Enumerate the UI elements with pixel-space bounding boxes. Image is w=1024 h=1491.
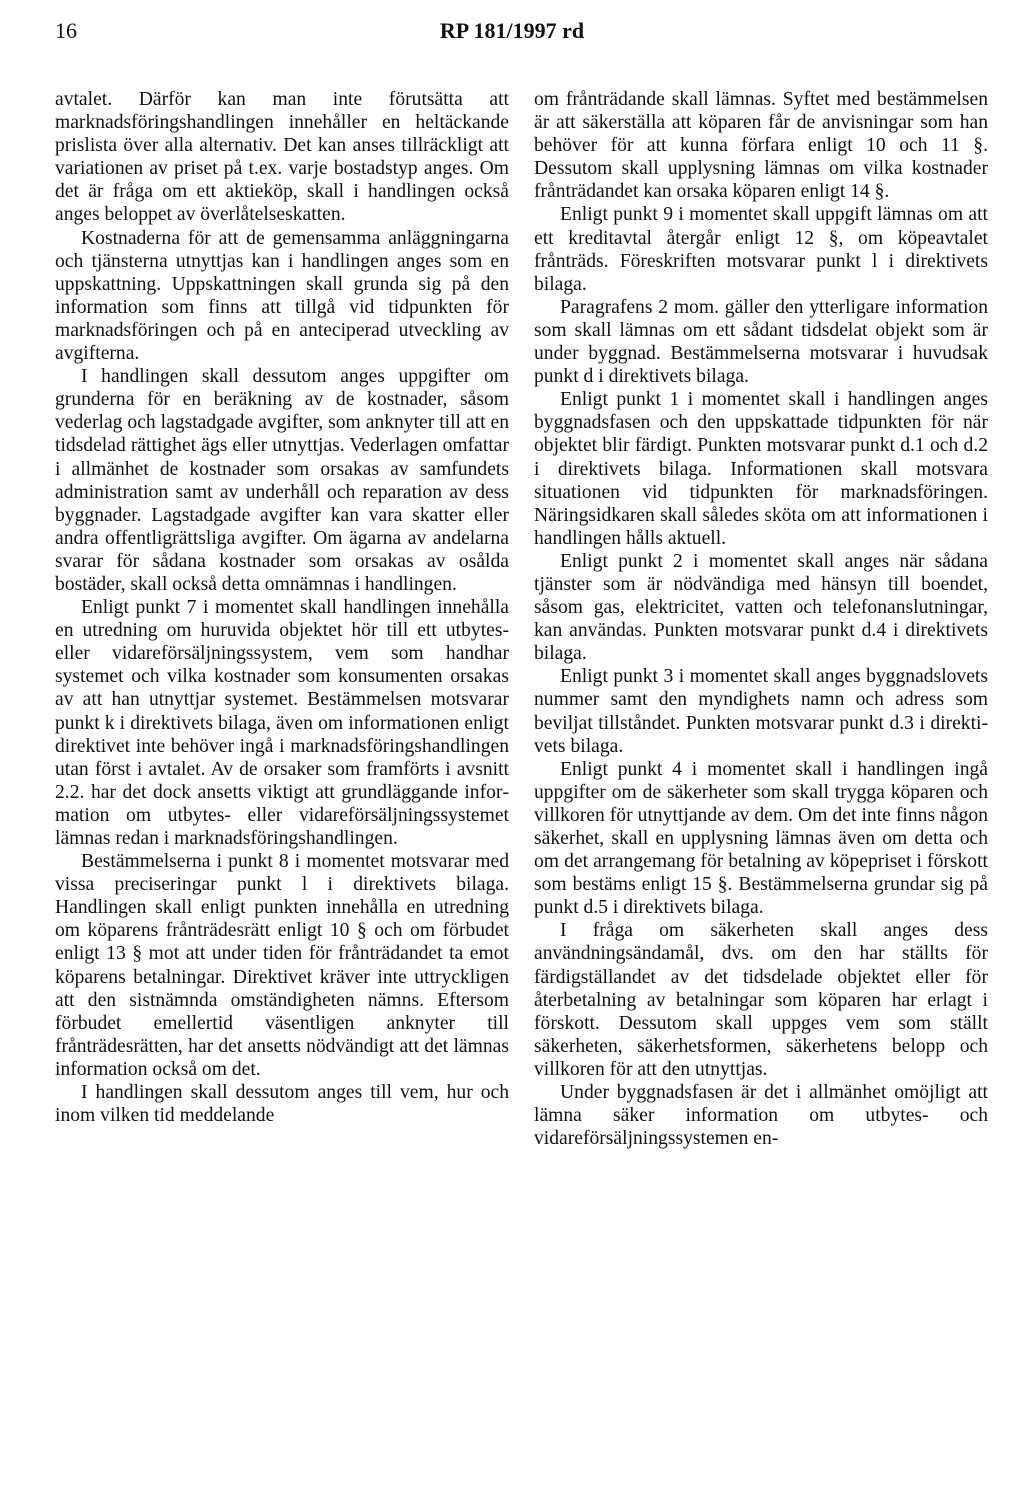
paragraph: I handlingen skall dessutom anges uppgifter om grunderna för en beräkning av de kostnader, såsom vederlag och lagstadgade avgifter, som anknyter till att en tidsdelad rättighet ägs eller utnyttjas. Vederlagen omfattar i allmänhet de kostnader som orsakas av samfundets administration samt av underhåll och reparation av dess byggnader. Lagstadgade avgifter kan vara skatter eller andra offentligrättsliga avgifter. Om ägarna av andelarna svarar för sådana kostnader som orsakas av osålda bostäder, skall också detta omnämnas i handlingen. — [55, 366, 509, 595]
right-column — [534, 88, 988, 1150]
paragraph: om frånträdande skall lämnas. Syftet med bestämmelsen är att säkerställa att köparen får de anvisningar som han behöver för att kunna förfara enligt 10 och 11 §. Dessutom skall upplysning lämnas om vilka kostnader frånträdandet kan orsaka köparen enligt 14 §. — [534, 89, 988, 203]
paragraph: Enligt punkt 4 i momentet skall i handlingen ingå uppgifter om de säkerheter som skall trygga köparen och villkoren för utnyttjande av dem. Om det inte finns någon säkerhet, skall en upplysning lämnas även om detta och om det arrangemang för betalning av köpepriset i förskott som bestäms enligt 15 §. Bestämmelserna grundar sig på punkt d.5 i direktivets bilaga. — [534, 758, 988, 919]
document-reference: RP 181/1997 rd — [439, 18, 585, 43]
paragraph: Enligt punkt 3 i momentet skall anges byggnadslovets nummer samt den myndighets namn och adress som beviljat tillståndet. Punkten motsvarar punkt d.3 i direktivets bilaga. — [534, 666, 988, 757]
paragraph: Paragrafens 2 mom. gäller den ytterligare information som skall lämnas om ett sådant tidsdelat objekt som är under byggnad. Bestämmelserna motsvarar i huvudsak punkt d i direktivets bilaga. — [534, 296, 988, 388]
paragraph: Kostnaderna för att de gemensamma anläggningarna och tjänsterna utnyttjas kan i handlingen anges som en uppskattning. Uppskattningen skall grunda sig på den information som finns att tillgå vid tidpunkten för marknadsföringen och på en anteciperad utveckling av avgifterna. — [55, 227, 509, 365]
paragraph: Bestämmelserna i punkt 8 i momentet motsvarar med vissa preciseringar punkt l i direktivets bilaga. Handlingen skall enligt punkten innehålla en utredning om köparens frånträdesrätt enligt 10 § och om förbudet enligt 13 § mot att under tiden för frånträdandet ta emot köparens betalningar. Direktivet kräver inte uttryckligen att den sistnämnda omständigheten nämns. Eftersom förbudet emellertid väsentligen anknyter till frånträdesrätten, har det ansetts nödvändigt att det lämnas information också om det. — [55, 851, 509, 1080]
paragraph: avtalet. Därför kan man inte förutsätta att marknadsföringshandlingen innehåller en heltäckande prislista över alla alternativ. Det kan anses tillräckligt att variationen av priset på t.ex. varje bostadstyp anges. Om det är fråga om ett aktieköp, skall i handlingen också anges beloppet av överlåtelseskatten. — [55, 89, 509, 226]
paragraph: Enligt punkt 1 i momentet skall i handlingen anges byggnadsfasen och den uppskattade tidpunkten för när objektet blir färdigt. Punkten motsvarar punkt d.1 och d.2 i direktivets bilaga. Informationen skall motsvara situationen vid tidpunkten för marknadsföringen. Näringsidkaren skall således sköta om att informationen i handlingen hålls aktuell. — [534, 389, 988, 549]
paragraph: I handlingen skall dessutom anges till vem, hur och inom vilken tid meddelande — [55, 1082, 509, 1127]
paragraph: Enligt punkt 2 i momentet skall anges när sådana tjänster som är nödvändiga med hänsyn till boendet, såsom gas, elektricitet, vatten och telefonanslutningar, kan användas. Punkten motsvarar punkt d.4 i direktivets bilaga. — [534, 550, 988, 665]
paragraph: Enligt punkt 9 i momentet skall uppgift lämnas om att ett kreditavtal återgår enligt 12 §, om köpeavtalet frånträds. Föreskriften motsvarar punkt l i direktivets bilaga. — [534, 204, 988, 295]
paragraph: Enligt punkt 7 i momentet skall handlingen innehålla en utredning om huruvida objektet hör till ett utbytes- eller vidareförsäljningssystem, vem som handhar systemet och vilka kostnader som konsumenten orsakas av att han utnyttjar systemet. Bestämmelsen motsvarar punkt k i direktivets bilaga, även om informationen enligt direktivet inte behöver ingå i marknadsföringshandlingen utan först i avtalet. Av de orsaker som framförts i avsnitt 2.2. har det dock ansetts viktigt att grundläggande information om utbytes- eller vidareförsäljningssystemet lämnas redan i marknadsföringshandlingen. — [55, 597, 509, 849]
left-column — [55, 88, 509, 1127]
page-header — [55, 18, 969, 54]
paragraph: I fråga om säkerheten skall anges dess användningsändamål, dvs. om den har ställts för färdigställandet av det tidsdelade objektet eller för återbetalning av betalningar som köparen har erlagt i förskott. Dessutom skall uppges vem som ställt säkerheten, säkerhetsformen, säkerhetens belopp och villkoren för att den utnyttjas. — [534, 920, 988, 1080]
page-number: 16 — [55, 18, 77, 43]
paragraph: Under byggnadsfasen är det i allmänhet omöjligt att lämna säker information om utbytes- och vidareförsäljningssystemen en- — [534, 1082, 988, 1150]
